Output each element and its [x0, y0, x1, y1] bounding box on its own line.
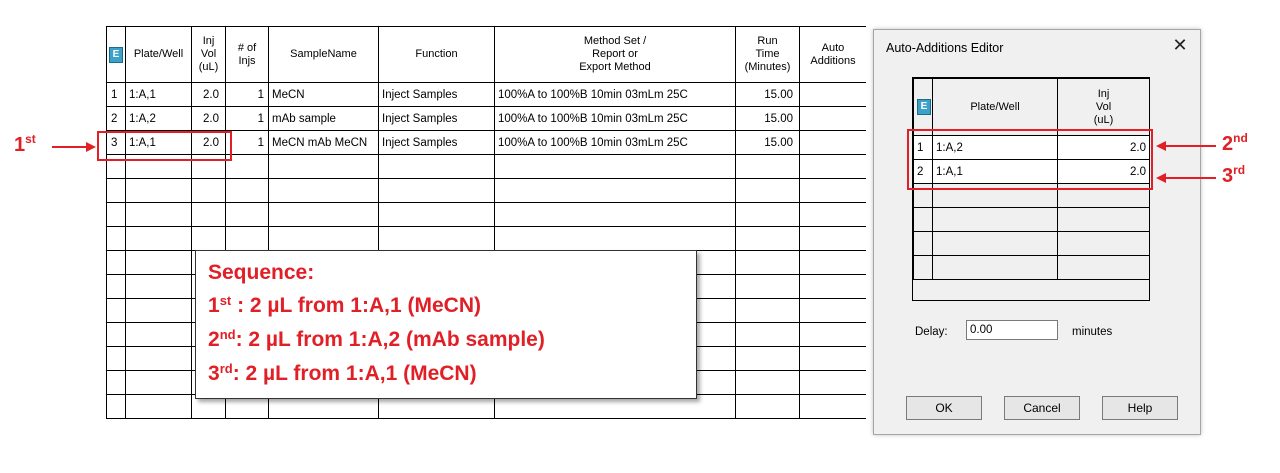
cell-sample-name[interactable]: MeCN mAb MeCN: [269, 131, 379, 155]
dialog-col-header-plate-well[interactable]: Plate/Well: [933, 79, 1058, 136]
cell-method[interactable]: [495, 227, 736, 251]
table-row[interactable]: [914, 256, 1150, 280]
col-header-method-set[interactable]: Method Set / Report or Export Method: [495, 27, 736, 83]
cell-auto-additions[interactable]: [800, 299, 867, 323]
cell-num-injs[interactable]: 1: [226, 107, 269, 131]
row-index[interactable]: 2: [107, 107, 126, 131]
cell-run-time[interactable]: [736, 275, 800, 299]
cell-auto-additions[interactable]: [800, 179, 867, 203]
cell-function[interactable]: [379, 203, 495, 227]
cell-run-time[interactable]: 15.00: [736, 107, 800, 131]
cell-run-time[interactable]: [736, 179, 800, 203]
cell-auto-additions[interactable]: [800, 203, 867, 227]
cell-plate-well[interactable]: 1:A,1: [933, 160, 1058, 184]
cell-num-injs[interactable]: [226, 227, 269, 251]
cell-plate-well[interactable]: [126, 203, 192, 227]
cell-function[interactable]: [379, 179, 495, 203]
cell-run-time[interactable]: [736, 395, 800, 419]
cell-inj-vol[interactable]: [1058, 208, 1150, 232]
cell-inj-vol[interactable]: [192, 227, 226, 251]
row-index[interactable]: [107, 227, 126, 251]
table-row[interactable]: [107, 107, 867, 131]
cell-function[interactable]: Inject Samples: [379, 131, 495, 155]
cell-run-time[interactable]: [736, 155, 800, 179]
second-order-label: 2nd: [1222, 131, 1248, 155]
select-all-cell[interactable]: [107, 27, 126, 83]
dialog-col-header-inj-vol[interactable]: Inj Vol (uL): [1058, 79, 1150, 136]
row-index[interactable]: [107, 299, 126, 323]
delay-unit-label: minutes: [1072, 326, 1113, 338]
cell-auto-additions[interactable]: [800, 275, 867, 299]
row-index[interactable]: [107, 179, 126, 203]
cell-plate-well[interactable]: 1:A,1: [126, 131, 192, 155]
delay-label: Delay:: [915, 326, 948, 338]
cell-inj-vol[interactable]: [192, 203, 226, 227]
row-index[interactable]: 3: [107, 131, 126, 155]
cancel-button[interactable]: Cancel: [1004, 396, 1080, 420]
cell-auto-additions[interactable]: [800, 227, 867, 251]
cell-plate-well[interactable]: [126, 275, 192, 299]
cell-auto-additions[interactable]: [800, 107, 867, 131]
cell-inj-vol[interactable]: 2.0: [192, 131, 226, 155]
cell-auto-additions[interactable]: [800, 83, 867, 107]
cell-function[interactable]: Inject Samples: [379, 107, 495, 131]
cell-run-time[interactable]: 15.00: [736, 131, 800, 155]
col-header-plate-well[interactable]: Plate/Well: [126, 27, 192, 83]
third-arrow-icon: [1154, 171, 1218, 185]
cell-run-time[interactable]: [736, 251, 800, 275]
cell-inj-vol[interactable]: [1058, 232, 1150, 256]
cell-method[interactable]: [495, 203, 736, 227]
cell-run-time[interactable]: [736, 299, 800, 323]
cell-plate-well[interactable]: [126, 227, 192, 251]
auto-additions-dialog: [873, 29, 1201, 435]
cell-auto-additions[interactable]: [800, 395, 867, 419]
cell-plate-well[interactable]: [126, 371, 192, 395]
table-row[interactable]: [107, 179, 867, 203]
row-index[interactable]: [107, 203, 126, 227]
cell-plate-well[interactable]: 1:A,1: [126, 83, 192, 107]
second-arrow-icon: [1154, 139, 1218, 153]
sequence-callout: [195, 250, 697, 399]
row-index[interactable]: [107, 371, 126, 395]
cell-auto-additions[interactable]: [800, 371, 867, 395]
row-index[interactable]: [107, 251, 126, 275]
cell-plate-well[interactable]: [126, 179, 192, 203]
cell-sample-name[interactable]: [269, 155, 379, 179]
cell-inj-vol[interactable]: [192, 179, 226, 203]
row-index[interactable]: [914, 208, 933, 232]
dialog-grid-header-row: [914, 79, 1150, 136]
cell-run-time[interactable]: [736, 227, 800, 251]
row-index[interactable]: 1: [914, 136, 933, 160]
cell-run-time[interactable]: 15.00: [736, 83, 800, 107]
col-header-run-time[interactable]: Run Time (Minutes): [736, 27, 800, 83]
highlight-dialog-rows: [907, 129, 1153, 190]
first-order-label: 1st: [14, 132, 36, 156]
cell-inj-vol[interactable]: 2.0: [1058, 160, 1150, 184]
highlight-row3-well-vol: [97, 131, 232, 161]
cell-num-injs[interactable]: [226, 179, 269, 203]
cell-plate-well[interactable]: [126, 347, 192, 371]
row-index[interactable]: [914, 232, 933, 256]
cell-plate-well[interactable]: [933, 256, 1058, 280]
cell-plate-well[interactable]: 1:A,2: [126, 107, 192, 131]
cell-run-time[interactable]: [736, 347, 800, 371]
cell-auto-additions[interactable]: [800, 155, 867, 179]
cell-num-injs[interactable]: 1: [226, 83, 269, 107]
cell-method[interactable]: [495, 179, 736, 203]
row-index[interactable]: [107, 275, 126, 299]
cell-auto-additions[interactable]: [800, 347, 867, 371]
cell-inj-vol[interactable]: 2.0: [192, 83, 226, 107]
delay-input[interactable]: [966, 320, 1058, 340]
row-index[interactable]: [107, 347, 126, 371]
cell-auto-additions[interactable]: [800, 131, 867, 155]
col-header-sample-name[interactable]: SampleName: [269, 27, 379, 83]
cell-plate-well[interactable]: [933, 208, 1058, 232]
edit-badge-icon: E: [109, 47, 123, 63]
col-header-num-injs[interactable]: # of Injs: [226, 27, 269, 83]
table-row[interactable]: [107, 83, 867, 107]
cell-plate-well[interactable]: 1:A,2: [933, 136, 1058, 160]
edit-badge-icon: E: [917, 99, 931, 115]
callout-heading: Sequence:: [208, 261, 315, 284]
table-row[interactable]: [107, 203, 867, 227]
cell-method[interactable]: 100%A to 100%B 10min 03mLm 25C: [495, 131, 736, 155]
table-row[interactable]: [914, 208, 1150, 232]
third-order-label: 3rd: [1222, 163, 1246, 187]
first-arrow-icon: [50, 140, 98, 154]
cell-auto-additions[interactable]: [800, 251, 867, 275]
cell-plate-well[interactable]: [126, 251, 192, 275]
cell-inj-vol[interactable]: 2.0: [1058, 136, 1150, 160]
cell-sample-name[interactable]: [269, 203, 379, 227]
row-index[interactable]: [107, 323, 126, 347]
dialog-select-all-cell[interactable]: [914, 79, 933, 136]
table-row[interactable]: [107, 227, 867, 251]
callout-line-2: 2nd: 2 µL from 1:A,2 (mAb sample): [208, 327, 545, 351]
ok-button[interactable]: OK: [906, 396, 982, 420]
cell-method[interactable]: 100%A to 100%B 10min 03mLm 25C: [495, 107, 736, 131]
cell-run-time[interactable]: [736, 323, 800, 347]
col-header-inj-vol[interactable]: Inj Vol (uL): [192, 27, 226, 83]
cell-method[interactable]: 100%A to 100%B 10min 03mLm 25C: [495, 83, 736, 107]
row-index[interactable]: [107, 395, 126, 419]
callout-line-1: 1st : 2 µL from 1:A,1 (MeCN): [208, 293, 481, 317]
cell-sample-name[interactable]: [269, 179, 379, 203]
cell-function[interactable]: Inject Samples: [379, 83, 495, 107]
col-header-auto-additions[interactable]: Auto Additions: [800, 27, 867, 83]
cell-plate-well[interactable]: [933, 232, 1058, 256]
row-index[interactable]: [914, 256, 933, 280]
cell-method[interactable]: [495, 155, 736, 179]
cell-auto-additions[interactable]: [800, 323, 867, 347]
cell-run-time[interactable]: [736, 203, 800, 227]
row-index[interactable]: 2: [914, 160, 933, 184]
cell-num-injs[interactable]: [226, 203, 269, 227]
col-header-function[interactable]: Function: [379, 27, 495, 83]
dialog-title: Auto-Additions Editor: [886, 41, 1004, 55]
row-index[interactable]: 1: [107, 83, 126, 107]
cell-num-injs[interactable]: 1: [226, 131, 269, 155]
cell-inj-vol[interactable]: [1058, 256, 1150, 280]
cell-sample-name[interactable]: [269, 227, 379, 251]
table-header-row: [107, 27, 867, 83]
cell-plate-well[interactable]: [126, 323, 192, 347]
close-icon[interactable]: ✕: [1172, 35, 1188, 55]
cell-sample-name[interactable]: mAb sample: [269, 107, 379, 131]
callout-line-3: 3rd: 2 µL from 1:A,1 (MeCN): [208, 361, 477, 385]
cell-plate-well[interactable]: [126, 395, 192, 419]
help-button[interactable]: Help: [1102, 396, 1178, 420]
cell-function[interactable]: [379, 155, 495, 179]
table-row[interactable]: [914, 232, 1150, 256]
cell-function[interactable]: [379, 227, 495, 251]
cell-inj-vol[interactable]: 2.0: [192, 107, 226, 131]
cell-plate-well[interactable]: [126, 299, 192, 323]
cell-sample-name[interactable]: MeCN: [269, 83, 379, 107]
cell-run-time[interactable]: [736, 371, 800, 395]
